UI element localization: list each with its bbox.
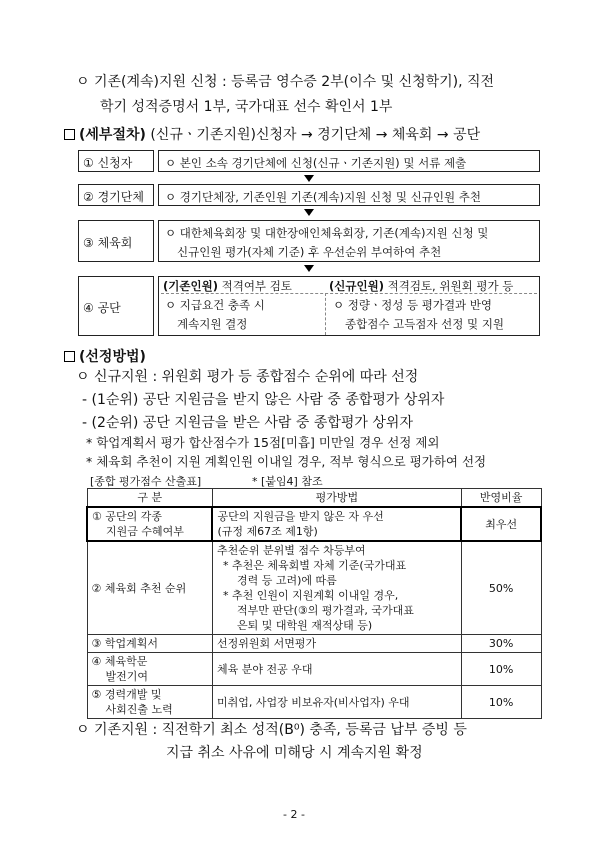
step-3-label-box	[78, 220, 154, 262]
header-ratio: 반영비율	[461, 489, 541, 508]
step-1-text-box	[158, 150, 540, 172]
table-row	[87, 653, 541, 686]
row-1-category-line-2: 지원금 수혜여부	[106, 525, 184, 538]
step-4-right-head	[329, 278, 513, 294]
row-2-method-line-6: 은퇴 및 대학원 재적상태 등)	[236, 619, 373, 632]
step-1-text: ㅇ 본인 소속 경기단체에 신청(신규ㆍ기존지원) 및 서류 제출	[165, 156, 467, 170]
row-4-ratio: 10%	[461, 653, 541, 686]
row-2-method-line-3: 경력 등 고려)에 따름	[236, 574, 337, 587]
header-category: 구 분	[87, 489, 212, 508]
row-2-method-line-2: * 추천은 체육회별 자체 기준(국가대표	[222, 559, 407, 572]
existing-line-2: 지급 취소 사유에 미해당 시 계속지원 확정	[166, 745, 423, 761]
row-3-ratio: 30%	[461, 635, 541, 653]
row-3-method: 선정위원회 서면평가	[212, 635, 461, 653]
step-2-text: ㅇ 경기단체장, 기존인원 기존(계속)지원 신청 및 신규인원 추천	[165, 190, 481, 204]
note-1-line: * 학업계획서 평가 합산점수가 15점[미흡] 미만일 경우 선정 제외	[86, 435, 440, 450]
score-table-caption: [종합 평가점수 산출표]	[90, 475, 202, 488]
rank-1-line: - (1순위) 공단 지원금을 받지 않은 사람 중 종합평가 상위자	[82, 392, 445, 408]
step-4-divider	[325, 293, 326, 335]
step-3-text-1: ㅇ 대한체육회장 및 대한장애인체육회장, 기존(계속)지원 신청 및	[165, 226, 489, 240]
right-head-rest: 적격검토, 위원회 평가 등	[383, 279, 514, 293]
procedure-heading-bold: (세부절차)	[79, 127, 146, 143]
row-2-method-line-5: 적부만 판단(③의 평가결과, 국가대표	[236, 604, 414, 617]
header-method: 평가방법	[212, 489, 461, 508]
procedure-heading-rest: (신규ㆍ기존지원)신청자 → 경기단체 → 체육회 → 공단	[145, 127, 481, 143]
right-head-bold: (신규인원)	[329, 279, 384, 293]
rank-2-line: - (2순위) 공단 지원금을 받은 사람 중 종합평가 상위자	[82, 415, 413, 431]
table-row	[87, 541, 541, 635]
step-4-text-box	[158, 276, 540, 336]
procedure-heading	[64, 124, 480, 144]
row-5-category	[87, 686, 212, 719]
step-4-right-line-2: 종합점수 고득점자 선정 및 지원	[345, 317, 505, 331]
square-bullet-icon	[64, 351, 75, 362]
step-4-right-line-1: ㅇ 정량ㆍ정성 등 평가결과 반영	[333, 298, 493, 312]
intro-line-1: ㅇ 기존(계속)지원 신청 : 등록금 영수증 2부(이수 및 신청학기), 직전	[76, 74, 495, 90]
step-4-left-line-2: 계속지원 결정	[177, 317, 248, 331]
table-row	[87, 507, 541, 541]
row-3-category: ③ 학업계획서	[87, 635, 212, 653]
row-1-category	[87, 507, 212, 541]
arrow-down-icon	[304, 209, 314, 216]
score-table	[86, 488, 542, 719]
row-1-method-line-1: 공단의 지원금을 받지 않은 자 우선	[217, 510, 384, 523]
table-row	[87, 635, 541, 653]
row-1-method	[212, 507, 461, 541]
row-2-ratio: 50%	[461, 541, 541, 635]
new-support-line: ㅇ 신규지원 : 위원회 평가 등 종합점수 순위에 따라 선정	[76, 369, 419, 385]
square-bullet-icon	[64, 129, 75, 140]
step-3-text-2: 신규인원 평가(자체 기준) 후 우선순위 부여하여 추천	[177, 245, 442, 259]
step-1-label: ① 신청자	[83, 156, 133, 170]
step-3-label: ③ 체육회	[83, 236, 133, 250]
step-4-left-head	[163, 278, 292, 294]
left-head-bold: (기존인원)	[163, 279, 218, 293]
step-4-left-line-1: ㅇ 지급요건 충족 시	[165, 298, 265, 312]
step-2-label-box	[78, 184, 154, 206]
row-2-method-line-1: 추천순위 분위별 점수 차등부여	[216, 544, 366, 557]
step-2-text-box	[158, 184, 540, 206]
row-5-category-line-2: 사회진출 노력	[105, 703, 173, 716]
row-5-category-line-1: ⑤ 경력개발 및	[91, 688, 162, 701]
step-3-text-box	[158, 220, 540, 262]
score-table-reference: * [붙임4] 참조	[252, 475, 323, 488]
table-row	[87, 686, 541, 719]
row-1-category-line-1: ① 공단의 각종	[92, 510, 162, 523]
row-5-ratio: 10%	[461, 686, 541, 719]
arrow-down-icon	[304, 265, 314, 272]
row-4-category-line-2: 발전기여	[105, 670, 149, 683]
step-2-label: ② 경기단체	[83, 190, 144, 204]
row-4-category-line-1: ④ 체육학문	[91, 655, 148, 668]
existing-line-1: ㅇ 기존지원 : 직전학기 최소 성적(B⁰) 충족, 등록금 납부 증빙 등	[76, 722, 467, 738]
row-4-method: 체육 분야 전공 우대	[212, 653, 461, 686]
page-number: - 2 -	[283, 808, 305, 821]
row-2-method	[212, 541, 461, 635]
selection-heading-text: (선정방법)	[79, 349, 146, 365]
row-1-ratio: 최우선	[461, 507, 541, 541]
row-2-method-line-4: * 추천 인원이 지원계획 이내일 경우,	[222, 589, 399, 602]
selection-heading	[64, 346, 146, 366]
step-4-label: ④ 공단	[83, 301, 121, 315]
arrow-down-icon	[304, 175, 314, 182]
intro-line-2: 학기 성적증명서 1부, 국가대표 선수 확인서 1부	[100, 99, 393, 115]
row-2-category: ② 체육회 추천 순위	[87, 541, 212, 635]
row-4-category	[87, 653, 212, 686]
note-2-line: * 체육회 추천이 지원 계획인원 이내일 경우, 적부 형식으로 평가하여 선정	[86, 454, 487, 469]
row-1-method-line-2: (규정 제67조 제1항)	[217, 525, 318, 538]
table-header-row	[87, 489, 541, 508]
step-4-label-box	[78, 276, 154, 336]
step-1-label-box	[78, 150, 154, 172]
row-5-method: 미취업, 사업장 비보유자(비사업자) 우대	[212, 686, 461, 719]
left-head-rest: 적격여부 검토	[217, 279, 292, 293]
